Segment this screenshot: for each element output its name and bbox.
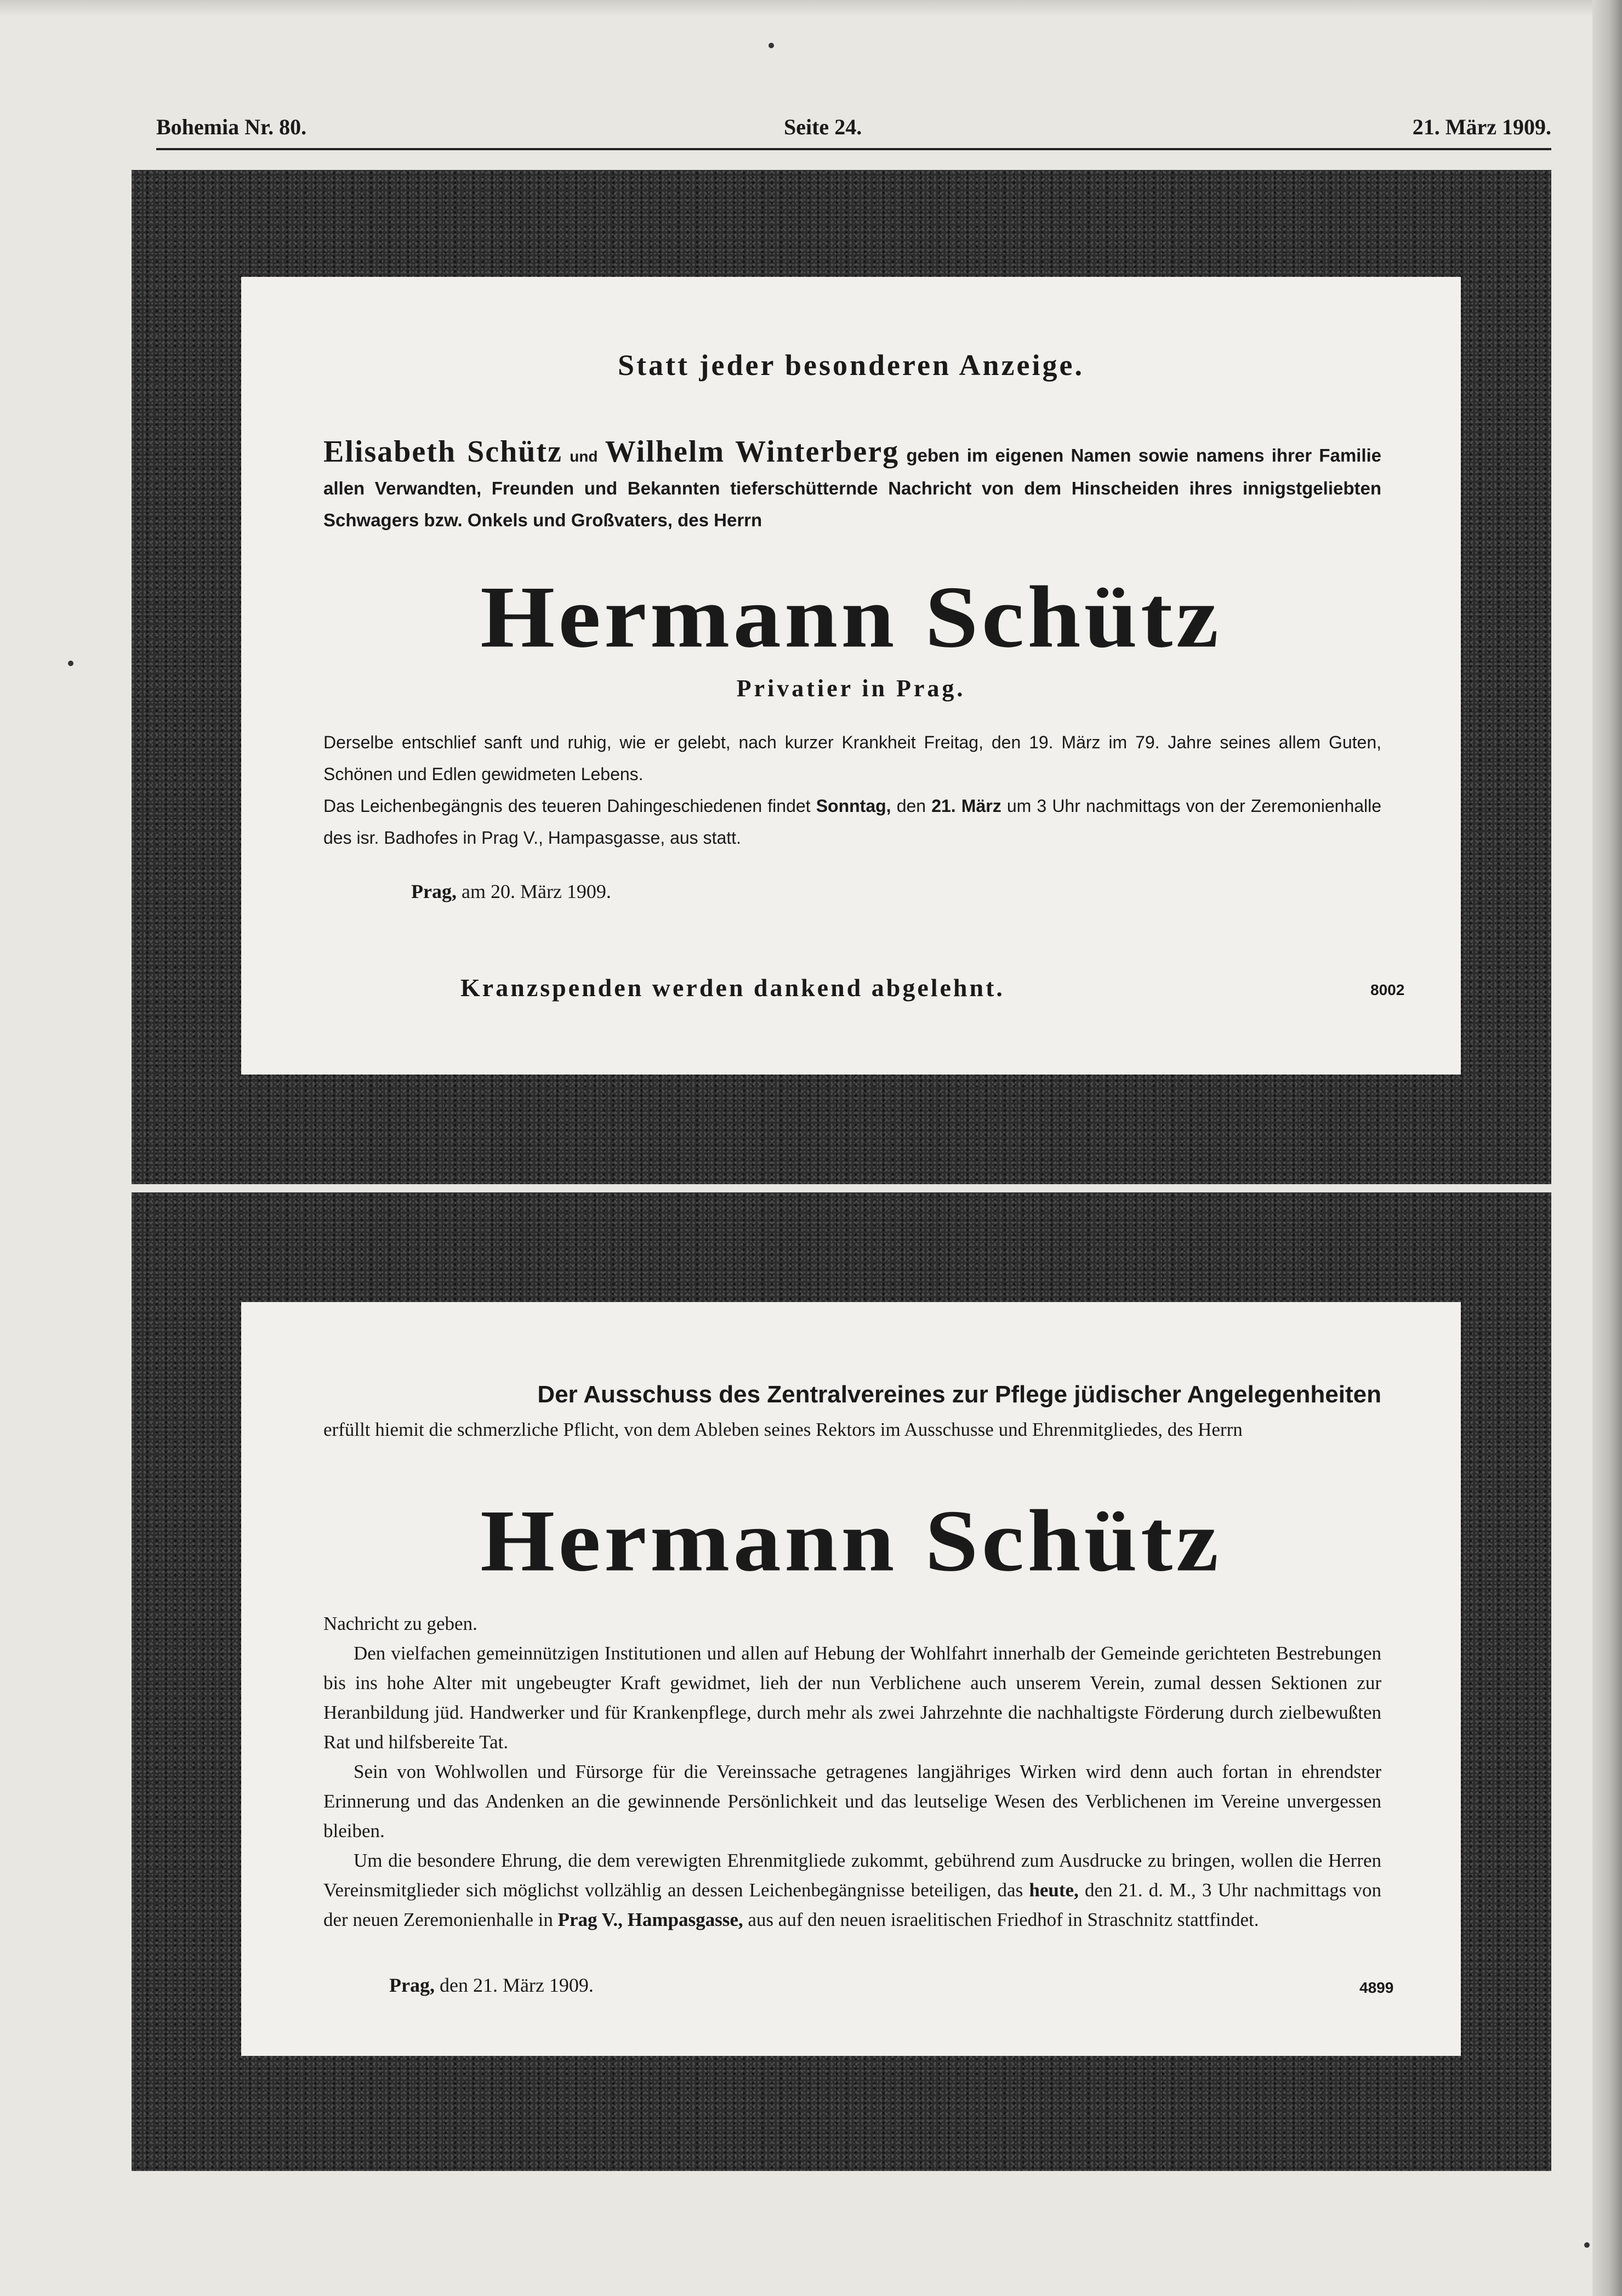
print-speck <box>769 43 774 48</box>
page-header <box>156 110 1551 150</box>
body-paragraph: Den vielfachen gemeinnützigen Institutionen und allen auf Hebung der Wohlfahrt innerhalb der Gemeinde gerichteten Bestrebungen bis ins hohe Alter mit ungebeugter Kraft gewidmet, lieh der nun Verblichene auch unserem Verein, zumal dessen Sektionen zur Heranbildung jüd. Handwerker und für Krankenpflege, durch mehr als zwei Jahrzehnte die nachhaltigste Förderung durch zielbewußten Rat und hilfsbereite Tat. <box>323 1643 1381 1753</box>
deceased-name: Hermann Schütz <box>480 567 1222 666</box>
notice-body-text <box>323 726 1381 854</box>
mourner-name-1: Elisabeth Schütz <box>323 435 562 469</box>
notice-body-text <box>323 1609 1381 1935</box>
notice-heading: Der Ausschuss des Zentralvereines zur Pflege jüdischer Angelegenheiten <box>537 1381 1381 1408</box>
notice-heading: Statt jeder besonderen Anzeige. <box>618 349 1084 382</box>
body-paragraph-funeral: Das Leichenbegängnis des teueren Dahingeschiedenen findet Sonntag, den 21. März um 3 Uhr nachmittags von der Zeremonienhalle des isr. Badhofes in Prag V., Hampasgasse, aus statt. <box>323 796 1382 848</box>
body-paragraph-funeral: Um die besondere Ehrung, die dem verewigten Ehrenmitgliede zukommt, gebührend zum Ausdrucke zu bringen, wollen die Herren Vereinsmitglieder sich möglichst vollzählig an dessen Leichenbegängnisse beteiligen, das heute, den 21. d. M., 3 Uhr nachmittags von der neuen Zeremonienhalle in Prag V., Hampasgasse, aus auf den neuen israelitischen Friedhof in Straschnitz stattfindet. <box>323 1850 1381 1930</box>
reference-number: 4899 <box>1359 1979 1394 1996</box>
print-speck <box>68 661 73 666</box>
print-speck <box>1584 2242 1590 2248</box>
notice-body-panel <box>241 277 1461 1075</box>
conjunction: und <box>570 448 598 465</box>
notice-intro <box>323 436 1381 536</box>
header-publication: Bohemia Nr. 80. <box>156 115 307 139</box>
body-paragraph: Derselbe entschlief sanft und ruhig, wie er gelebt, nach kurzer Krankheit Freitag, den 19. März im 79. Jahre seines allem Guten, Schönen und Edlen gewidmeten Lebens. <box>323 732 1381 784</box>
place-date: Prag, den 21. März 1909. <box>389 1974 594 1996</box>
body-paragraph: Sein von Wohlwollen und Fürsorge für die Vereinssache getragenes langjähriges Wirken wird denn auch fortan in ehrendster Erinnerung und das Andenken an die gewinnende Persönlichkeit und das leutselige Wesen des Verblichenen im Vereine unvergessen bleiben. <box>323 1761 1381 1842</box>
obituary-notice-association <box>132 1192 1551 2171</box>
notice-body-panel <box>241 1302 1461 2056</box>
deceased-subtitle: Privatier in Prag. <box>736 675 966 702</box>
header-date: 21. März 1909. <box>1412 115 1551 139</box>
deceased-name: Hermann Schütz <box>480 1491 1222 1590</box>
mourner-name-2: Wilhelm Winterberg <box>605 435 900 469</box>
place-date: Prag, am 20. März 1909. <box>411 880 611 902</box>
page-top-shadow <box>0 0 1622 16</box>
body-lead: Nachricht zu geben. <box>323 1613 477 1634</box>
reference-number: 8002 <box>1370 981 1405 998</box>
intro-text: geben im eigenen Namen sowie namens ihrer Familie allen Verwandten, Freunden und Bekannten tieferschütternde Nachricht von dem Hinscheiden ihres innigstgeliebten Schwagers bzw. Onkels und Großvaters, des Herrn <box>323 445 1382 530</box>
notice-footer: Kranzspenden werden dankend abgelehnt. <box>460 974 1005 1002</box>
obituary-notice-family <box>132 170 1551 1184</box>
page-edge <box>1592 0 1622 2296</box>
notice-intro: erfüllt hiemit die schmerzliche Pflicht, von dem Ableben seines Rektors im Ausschusse und Ehrenmitgliedes, des Herrn <box>323 1419 1243 1440</box>
header-page-number: Seite 24. <box>784 115 862 139</box>
